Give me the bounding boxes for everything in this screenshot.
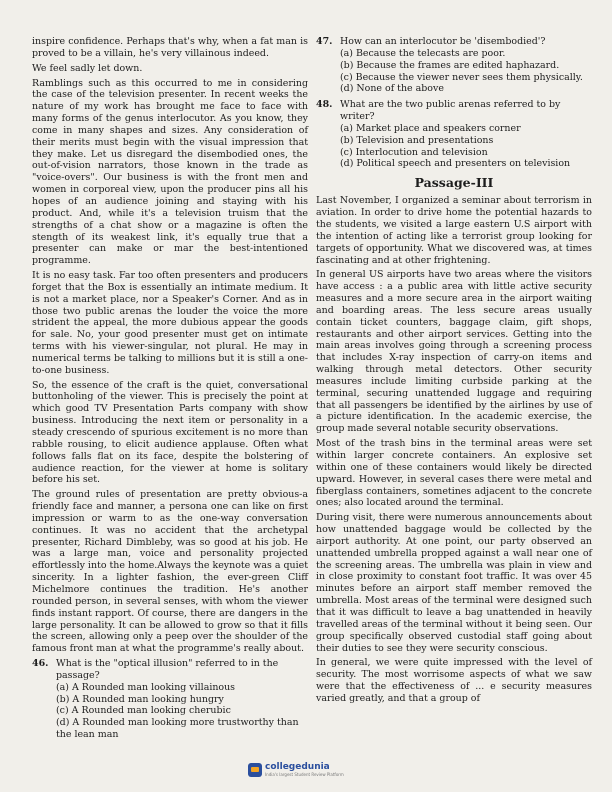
- passage-heading: Passage-III: [414, 175, 494, 191]
- paragraph: In general US airports have two areas where the visitors have access : a a public area with little active security measures and a more secure area in the airport waiting and boarding areas. The less secure areas usually contain ticket counters, baggage claim, gift shops, restaurants and other airport services. Getting into the main areas involves going through a screening process that includes X-ray inspection of carry-on items and walking through metal detectors. Other security measures include limiting curbside parking at the terminal, securing unattended luggage and requiring that all passengers be identified by the airlines by use of a picture identification. In the academic exercise, the group made several notable security observations.: [316, 269, 592, 435]
- paragraph: Last November, I organized a seminar about terrorism in aviation. In order to drive home the potential hazards to the students, we visited a large eastern U.S airport with the intention of acting like a terrorist group looking for targets of opportunity. What we discovered was, at times fascinating and at other frightening.: [316, 195, 592, 266]
- question-number: 47.: [316, 36, 333, 47]
- paragraph: It is no easy task. Far too often presenters and producers forget that the Box is essentially an intimate medium. It is not a market place, nor a Speaker's Corner. And as in those two public arenas the louder the voice the more strident the appeal, the more dubious appear the goods for sale. No, your good presenter must get on intimate terms with his viewer-singular, not plural. He may in numerical terms be talking to millions but it is still a one-to-one business.: [32, 270, 308, 376]
- collegedunia-logo: [248, 762, 344, 777]
- option-a[interactable]: (a) Because the telecasts are poor.: [340, 47, 506, 59]
- left-column: [32, 36, 308, 745]
- paragraph: Most of the trash bins in the terminal areas were set within larger concrete containers. An explosive set within one of these containers would likely be directed upward. However, in several cases there were metal and fiberglass containers, sometines adjacent to the concrete ones; also located around the terminal.: [316, 438, 592, 509]
- paragraph: Ramblings such as this occurred to me in considering the case of the television presenter. In recent weeks the nature of my work has brought me face to face with many forms of the genus interlocutor. As you know, they come in many shapes and sizes. Any consideration of their merits must begin with the visual impression that they make. Let us disregard the disembodied ones, the out-of-vision narrators, those known in the trade as "voice-overs". Our business is with the front men and women in corporeal view, upon the producer pins all his hopes of an audience joining and staying with his product. And, while it's a television truism that the strengths of a chat show or a magazine is often the stength of its weakest link, it's equally true that a presenter can make or mar the best-intentioned programme.: [32, 77, 308, 267]
- paragraph: So, the essence of the craft is the quiet, conversational buttonholing of the viewer. This is precisely the point at which good TV Presentation Parts company with show business. Introducing the next item or personality in a steady crescendo of spurious excitement is no more than rabble rousing, to elicit audience applause. Often what follows falls flat on its face, despite the bolstering of audience reaction, for the viewer at home is solitary before his set.: [32, 379, 308, 486]
- logo-brand: collegedunia: [265, 762, 330, 772]
- question-text: What are the two public arenas referred to by writer?: [340, 99, 561, 123]
- option-d[interactable]: (d) None of the above: [340, 83, 444, 95]
- option-b[interactable]: (b) Because the frames are edited haphazard.: [340, 59, 560, 71]
- right-column: [316, 36, 592, 708]
- option-c[interactable]: (c) Because the viewer never sees them physically.: [340, 71, 583, 83]
- question-47: [316, 36, 592, 95]
- option-c[interactable]: (c) A Rounded man looking cherubic: [56, 705, 231, 717]
- option-d[interactable]: (d) Political speech and presenters on television: [340, 158, 571, 170]
- paragraph: The ground rules of presentation are pretty obvious-a friendly face and manner, a persona one can like on first impression or warm to as the one-way conversation continues. It was no accident that the archetypal presenter, Richard Dimbleby, was so good at his job. He was a large man, voice and personality projected effortlessly into the home.Always the keynote was a quiet sincerity. In a lighter fashion, the ever-green Cliff Michelmore continues the tradition. He's another rounded person, in several senses, with whom the viewer finds instant rapport. Of course, there are dangers in the large personality. It can be allowed to grow so that it fills the screen, allowing only a peep over the shoulder of the famous front man at what the programme's really about.: [32, 489, 308, 655]
- question-46: [32, 658, 308, 741]
- graduation-cap-icon: [248, 763, 262, 777]
- paragraph: inspire confidence. Perhaps that's why, when a fat man is proved to be a villain, he's very villainous indeed.: [32, 36, 308, 59]
- option-a[interactable]: (a) A Rounded man looking villainous: [56, 681, 236, 693]
- question-48: [316, 99, 592, 170]
- option-d[interactable]: (d) A Rounded man looking more trustworthy than the lean man: [56, 717, 299, 741]
- question-number: 48.: [316, 99, 333, 111]
- option-a[interactable]: (a) Market place and speakers corner: [340, 122, 521, 134]
- question-number: 46.: [32, 658, 49, 670]
- paragraph: In general, we were quite impressed with the level of security. The most worrisome aspects of what we saw were that the effectiveness of ... e security measures varied greatly, and that a group of: [316, 657, 592, 704]
- question-text: How can an interlocutor be 'disembodied'?: [340, 36, 546, 47]
- logo-tagline: India's largest Student Review Platform: [265, 772, 344, 777]
- question-text: What is the "optical illusion" referred to in the passage?: [56, 658, 279, 681]
- paragraph: We feel sadly let down.: [32, 62, 143, 74]
- option-b[interactable]: (b) A Rounded man looking hungry: [56, 693, 224, 705]
- option-c[interactable]: (c) Interlocution and television: [340, 146, 488, 158]
- paragraph: During visit, there were numerous announcements about how unattended baggage would be collected by the airport authority. At one point, our party observed an unattended umbrella propped against a wall near one of the screening areas. The umbrella was plain in view and in close proximity to constant foot traffic. It was over 45 minutes before an airport staff member removed the umbrella. Most areas of the terminal were designed such that it was difficult to leave a bag unattended in heavily travelled areas of the terminal without it being seen. Our group specifically observed custodial staff going about their duties to see they were security conscious.: [316, 512, 592, 654]
- option-b[interactable]: (b) Television and presentations: [340, 134, 494, 146]
